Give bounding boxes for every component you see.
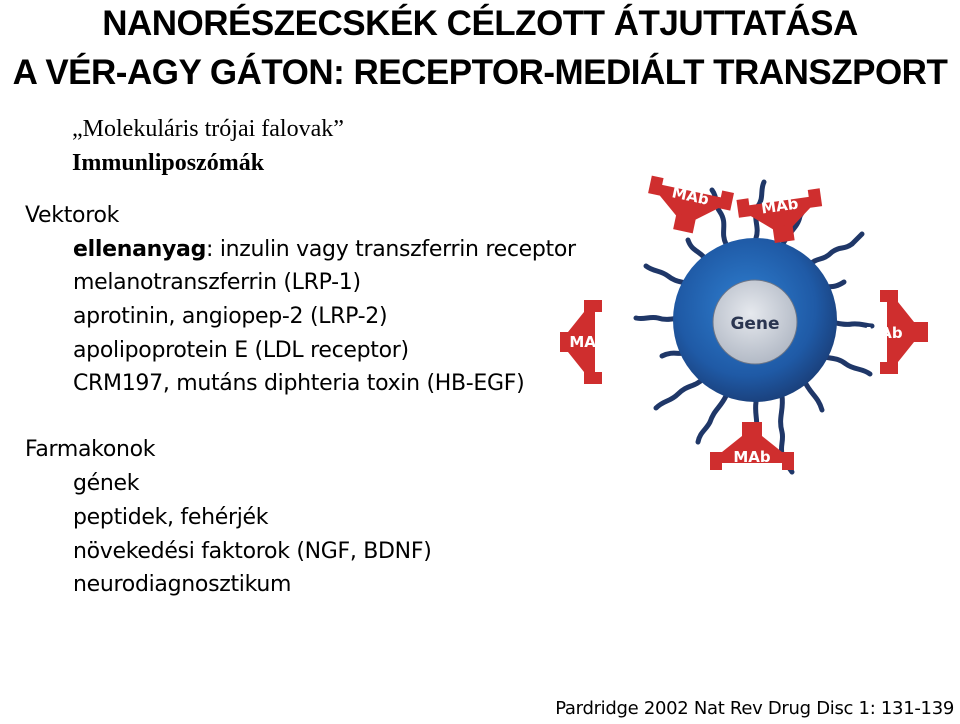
immunoliposome-line: Immunliposzómák [72, 150, 265, 176]
immunoliposome-diagram [560, 170, 960, 500]
vector-item: CRM197, mutáns diphteria toxin (HB-EGF) [73, 371, 525, 396]
mab-label: MAb [865, 324, 903, 342]
vector-item: apolipoprotein E (LDL receptor) [73, 338, 409, 363]
antibody-text: : inzulin vagy transzferrin receptor [206, 237, 576, 262]
drug-item: neurodiagnosztikum [73, 572, 292, 597]
mab-label: MAb [760, 194, 800, 218]
antibody-mab [642, 176, 734, 240]
vector-item-antibody [73, 239, 576, 261]
antibody-label: ellenanyag [73, 237, 207, 262]
vector-item: aprotinin, angiopep-2 (LRP-2) [73, 304, 388, 329]
vector-item: melanotranszferrin (LRP-1) [73, 270, 361, 295]
mab-label: MAb [569, 333, 607, 351]
trojan-horse-line: „Molekuláris trójai falovak” [72, 116, 344, 142]
drug-item: növekedési faktorok (NGF, BDNF) [73, 539, 432, 564]
title-line-1: NANORÉSZECSKÉK CÉLZOTT ÁTJUTTATÁSA [102, 4, 858, 43]
title-line-2: A VÉR-AGY GÁTON: RECEPTOR-MEDIÁLT TRANSZPORT [12, 53, 948, 92]
citation: Pardridge 2002 Nat Rev Drug Disc 1: 131-139 [555, 698, 954, 719]
vectors-heading: Vektorok [25, 203, 120, 228]
drug-item: gének [73, 471, 140, 496]
gene-label: Gene [730, 314, 780, 334]
drugs-heading: Farmakonok [25, 437, 156, 462]
mab-label: MAb [670, 183, 711, 209]
mab-label: MAb [733, 448, 771, 466]
drug-item: peptidek, fehérjék [73, 505, 269, 530]
